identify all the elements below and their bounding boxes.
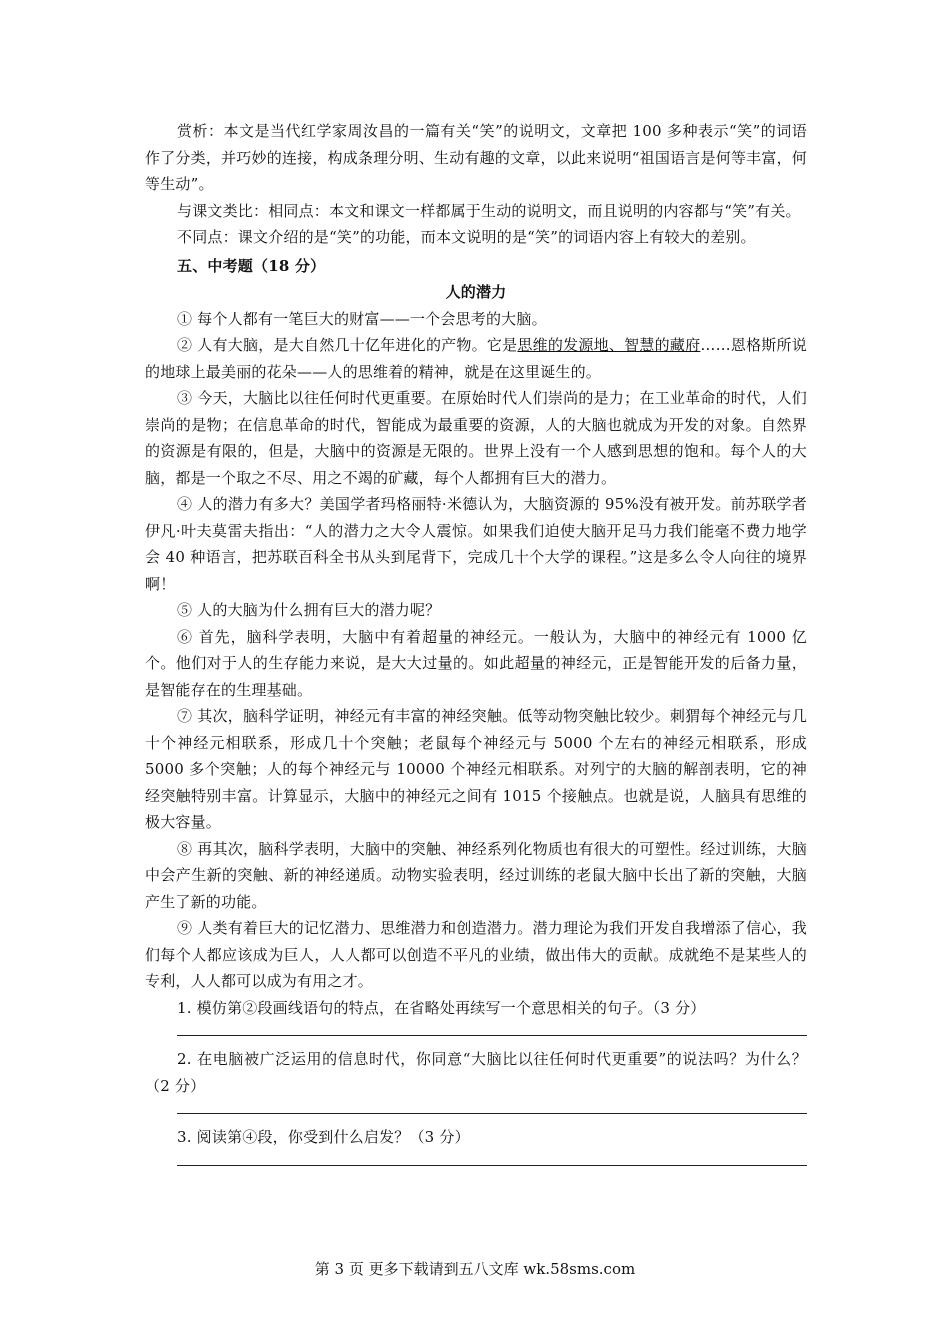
comparison-similarity: 与课文类比：相同点：本文和课文一样都属于生动的说明文，而且说明的内容都与“笑”有关。 bbox=[177, 201, 801, 220]
answer-line-3 bbox=[177, 1165, 807, 1166]
article-paragraph-1: ① 每个人都有一笔巨大的财富——一个会思考的大脑。 bbox=[177, 309, 547, 328]
comparison-difference: 不同点：课文介绍的是“笑”的功能，而本文说明的是“笑”的词语内容上有较大的差别。 bbox=[177, 228, 756, 246]
section-heading: 五、中考题（18 分） bbox=[177, 256, 326, 275]
article-paragraph-4: ④ 人的潜力有多大？美国学者玛格丽特·米德认为，大脑资源的 95%没有被开发。前苏联学者伊凡·叶夫莫雷夫指出：“人的潜力之大令人震惊。如果我们迫使大脑开足马力我们能毫不费力地学会 40 种语言，把苏联百科全书从头到尾背下，完成几十个大学的课程。”这是多么令人向往的境界啊！ bbox=[145, 495, 807, 593]
article-paragraph-2 bbox=[145, 332, 807, 385]
underlined-sentence: 思维的发源地、智慧的藏府 bbox=[517, 336, 701, 354]
answer-line-2 bbox=[177, 1113, 807, 1114]
page-footer: 第 3 页 更多下载请到五八文库 wk.58sms.com bbox=[314, 1260, 636, 1278]
question-2: 2. 在电脑被广泛运用的信息时代，你同意“大脑比以往任何时代更重要”的说法吗？为什么？（2 分） bbox=[145, 1050, 807, 1095]
article-paragraph-3: ③ 今天，大脑比以往任何时代更重要。在原始时代人们崇尚的是力；在工业革命的时代，人们崇尚的是物；在信息革命的时代，智能成为最重要的资源，人的大脑也就成为开发的对象。自然界的资源是有限的，但是，大脑中的资源是无限的。世界上没有一个人感到思想的饱和。每个人的大脑，都是一个取之不尽、用之不竭的矿藏，每个人都拥有巨大的潜力。 bbox=[145, 389, 807, 487]
document-body bbox=[145, 118, 807, 1176]
article-paragraph-5: ⑤ 人的大脑为什么拥有巨大的潜力呢？ bbox=[177, 601, 441, 619]
analysis-paragraph: 赏析：本文是当代红学家周汝昌的一篇有关“笑”的说明文，文章把 100 多种表示“笑”的词语作了分类，并巧妙的连接，构成条理分明、生动有趣的文章，以此来说明“祖国语言是何等丰富，何等生动”。 bbox=[145, 122, 807, 193]
article-title: 人的潜力 bbox=[445, 283, 507, 301]
paragraph-2-text-after: ……恩格斯所说的地球上最美丽的花朵——人的思维着的精神，就是在这里诞生的。 bbox=[145, 336, 808, 381]
article-paragraph-7: ⑦ 其次，脑科学证明，神经元有丰富的神经突触。低等动物突触比较少。刺猬每个神经元与几十个神经元相联系，形成几十个突触；老鼠每个神经元与 5000 个左右的神经元相联系，形成 5000 多个突触；人的每个神经元与 10000 个神经元相联系。对列宁的大脑的解剖表明，它的神经突触特别丰富。计算显示，大脑中的神经元之间有 1015 个接触点。也就是说，人脑具有思维的极大容量。 bbox=[145, 707, 807, 831]
article-paragraph-8: ⑧ 再其次，脑科学表明，大脑中的突触、神经系列化物质也有很大的可塑性。经过训练，大脑中会产生新的突触、新的神经递质。动物实验表明，经过训练的老鼠大脑中长出了新的突触，大脑产生了新的功能。 bbox=[145, 839, 807, 911]
answer-line-1 bbox=[177, 1035, 807, 1036]
article-paragraph-9: ⑨ 人类有着巨大的记忆潜力、思维潜力和创造潜力。潜力理论为我们开发自我增添了信心，我们每个人都应该成为巨人，人人都可以创造不平凡的业绩，做出伟大的贡献。成就绝不是某些人的专利，人人都可以成为有用之才。 bbox=[145, 919, 807, 990]
question-1: 1. 模仿第②段画线语句的特点，在省略处再续写一个意思相关的句子。（3 分） bbox=[177, 998, 706, 1017]
article-paragraph-6: ⑥ 首先，脑科学表明，大脑中有着超量的神经元。一般认为，大脑中的神经元有 1000 亿个。他们对于人的生存能力来说，是大大过量的。如此超量的神经元，正是智能开发的后备力量，是智能存在的生理基础。 bbox=[145, 627, 807, 699]
question-3: 3. 阅读第④段，你受到什么启发？（3 分） bbox=[177, 1128, 470, 1146]
paragraph-2-text-before: ② 人有大脑，是大自然几十亿年进化的产物。它是 bbox=[177, 336, 518, 354]
